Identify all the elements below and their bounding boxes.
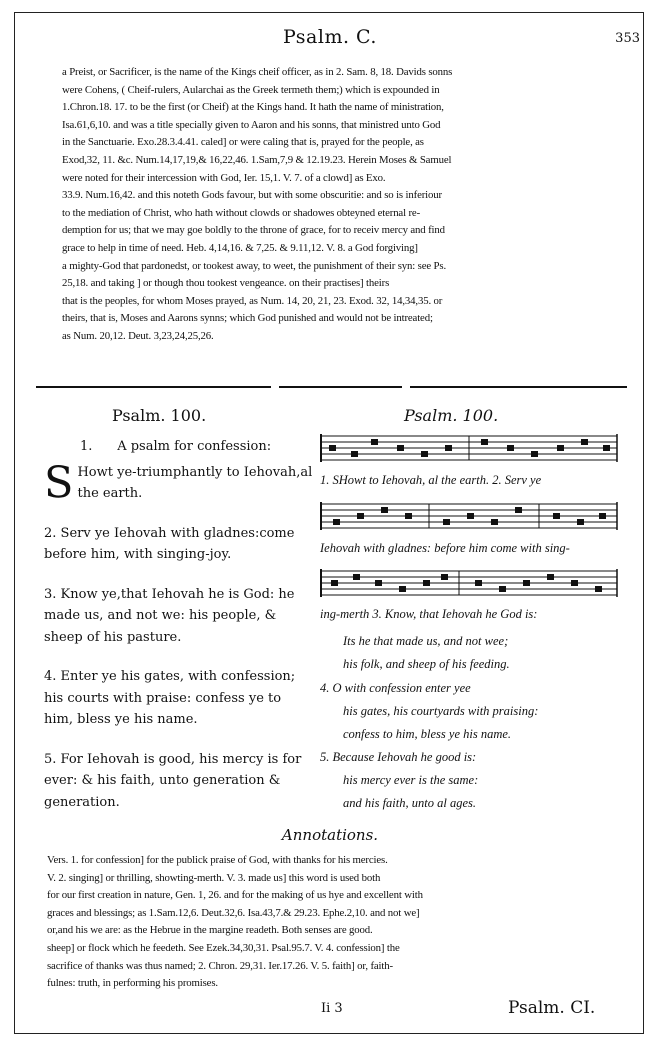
lyric-line: 1. SHowt to Iehovah, al the earth. 2. Serv ye [320,473,542,487]
verse-text: Know ye,that Iehovah he is God: he made us, and not we: his people, & sheep of his pasture. [44,586,295,645]
annotation-line: to the mediation of Christ, who hath without clowds or shadowes obteyned eternal re- [62,206,421,219]
verse-number: 1. [80,439,93,454]
annotation-line: in the Sanctuarie. Exo.28.3.4.41. caled] or were caling that is, prayed for the people, as [62,136,424,149]
prose-psalm-column [44,436,314,831]
annotation-line: or,and his we are: as the Hebrue in the margine readeth. Both senses are good. [47,924,373,937]
signature-mark: Ii 3 [321,1001,343,1016]
metrical-line: confess to him, bless ye his name. [343,727,512,741]
music-staff-icon [319,432,619,466]
metrical-line: 5. Because Iehovah he good is: [320,750,477,764]
annotation-line: 25,18. and taking ] or though thou tookest vengeance. on their practises] theirs [62,277,390,290]
annotations-heading: Annotations. [281,826,379,844]
verse-4 [44,666,314,731]
metrical-line: Its he that made us, and not wee; [343,634,509,648]
verse-2 [44,523,314,566]
annotation-line: demption for us; that we may goe boldly to the throne of grace, for to receiv mercy and find [62,224,445,237]
music-staff-icon [319,567,619,601]
left-column-heading: Psalm. 100. [112,406,207,425]
psalm-title [44,436,314,458]
annotation-line: theirs, that is, Moses and Aarons synns; which God punished and would not be intreated; [62,312,433,325]
annotation-line: Vers. 1. for confession] for the publick praise of God, with thanks for his mercies. [47,854,388,866]
verse-number: 5. [44,751,57,767]
annotation-line: 33.9. Num.16,42. and this noteth Gods favour, but with some obscuritie: and so is inferiour [62,189,442,202]
annotation-line: as Num. 20,12. Deut. 3,23,24,25,26. [62,329,214,342]
annotation-line: that is the peoples, for whom Moses prayed, as Num. 14, 20, 21, 23. Exod. 32, 14,34,35. or [62,294,443,307]
verse-text: For Iehovah is good, his mercy is for ever: & his faith, unto generation & generation. [44,751,302,810]
metrical-line: and his faith, unto al ages. [343,796,476,810]
verse-text: Serv ye Iehovah with gladnes:come before him, with singing-joy. [44,525,295,562]
top-annotations [62,64,622,346]
annotation-line: a Preist, or Sacrificer, is the name of the Kings cheif officer, as in 2. Sam. 8, 18. Davids sonns [62,66,453,78]
section-divider [36,382,627,392]
verse-number: 3. [44,586,57,602]
verse-5 [44,749,314,814]
lyric-line: ing-merth 3. Know, that Iehovah he God is: [320,607,538,621]
running-head: Psalm. C. [283,26,377,48]
annotation-line: 1.Chron.18. 17. to be the first (or Cheif) at the Kings hand. It hath the name of ministration, [62,101,444,114]
music-staff-icon [319,500,619,534]
annotation-line: were Cohens, ( Cheif-rulers, Aularchai as the Greek termeth them;) which is expounded in [62,83,440,96]
verse-1 [44,457,314,508]
metrical-line: his mercy ever is the same: [343,773,479,787]
annotation-line: sacrifice of thanks was thus named; 2. Chron. 29,31. Ier.17.26. V. 5. faith] or, faith- [47,959,393,972]
lyric-line: Iehovah with gladnes: before him come with sing- [320,541,570,555]
annotation-line: sheep] or flock which he feedeth. See Ezek.34,30,31. Psal.95.7. V. 4. confession] the [47,941,400,954]
annotation-line: a mighty-God that pardonedst, or tookest away, to weet, the punishment of their syn: see Ps. [62,259,447,272]
annotation-line: Isa.61,6,10. and was a title specially given to Aaron and his sonns, that ministred unto God [62,118,441,131]
verse-text: Howt ye-triumphantly to Iehovah,al the earth. [77,464,313,501]
page-number: 353 [615,31,640,46]
annotation-line: grace to help in time of need. Heb. 4,14,16. & 7,25. & 9.11,12. V. 8. a God forgiving] [62,241,418,254]
catchword: Psalm. CI. [508,998,596,1018]
verse-number: 2. [44,525,57,541]
right-column-heading: Psalm. 100. [404,406,499,425]
annotation-line: fulnes: truth, in performing his promises. [47,977,218,990]
metrical-line: his folk, and sheep of his feeding. [343,657,510,671]
drop-cap: S [44,457,74,508]
annotation-line: for our first creation in nature, Gen. 1, 26. and for the making of us hye and excellent with [47,889,423,902]
metrical-line: his gates, his courtyards with praising: [343,704,539,718]
metrical-line: 4. O with confession enter yee [320,681,471,695]
annotation-line: Exod,32, 11. &c. Num.14,17,19,& 16,22,46. 1.Sam,7,9 & 12.19.23. Herein Moses & Samuel [62,153,452,166]
psalm-title-text: A psalm for confession: [117,439,272,454]
verse-3 [44,584,314,649]
annotation-line: V. 2. singing] or thrilling, showting-merth. V. 3. made us] this word is used both [47,871,381,884]
annotation-line: were noted for their intercession with God, Ier. 15,1. V. 7. of a clowd] as Exo. [62,171,386,184]
verse-text: Enter ye his gates, with confession; his courts with praise: confess ye to him, bless ye his name. [44,669,296,727]
verse-number: 4. [44,669,57,684]
bottom-annotations [47,852,622,993]
annotation-line: graces and blessings; as 1.Sam.12,6. Deut.32,6. Isa.43,7.& 29.23. Ephe.2,10. and not we] [47,906,420,919]
